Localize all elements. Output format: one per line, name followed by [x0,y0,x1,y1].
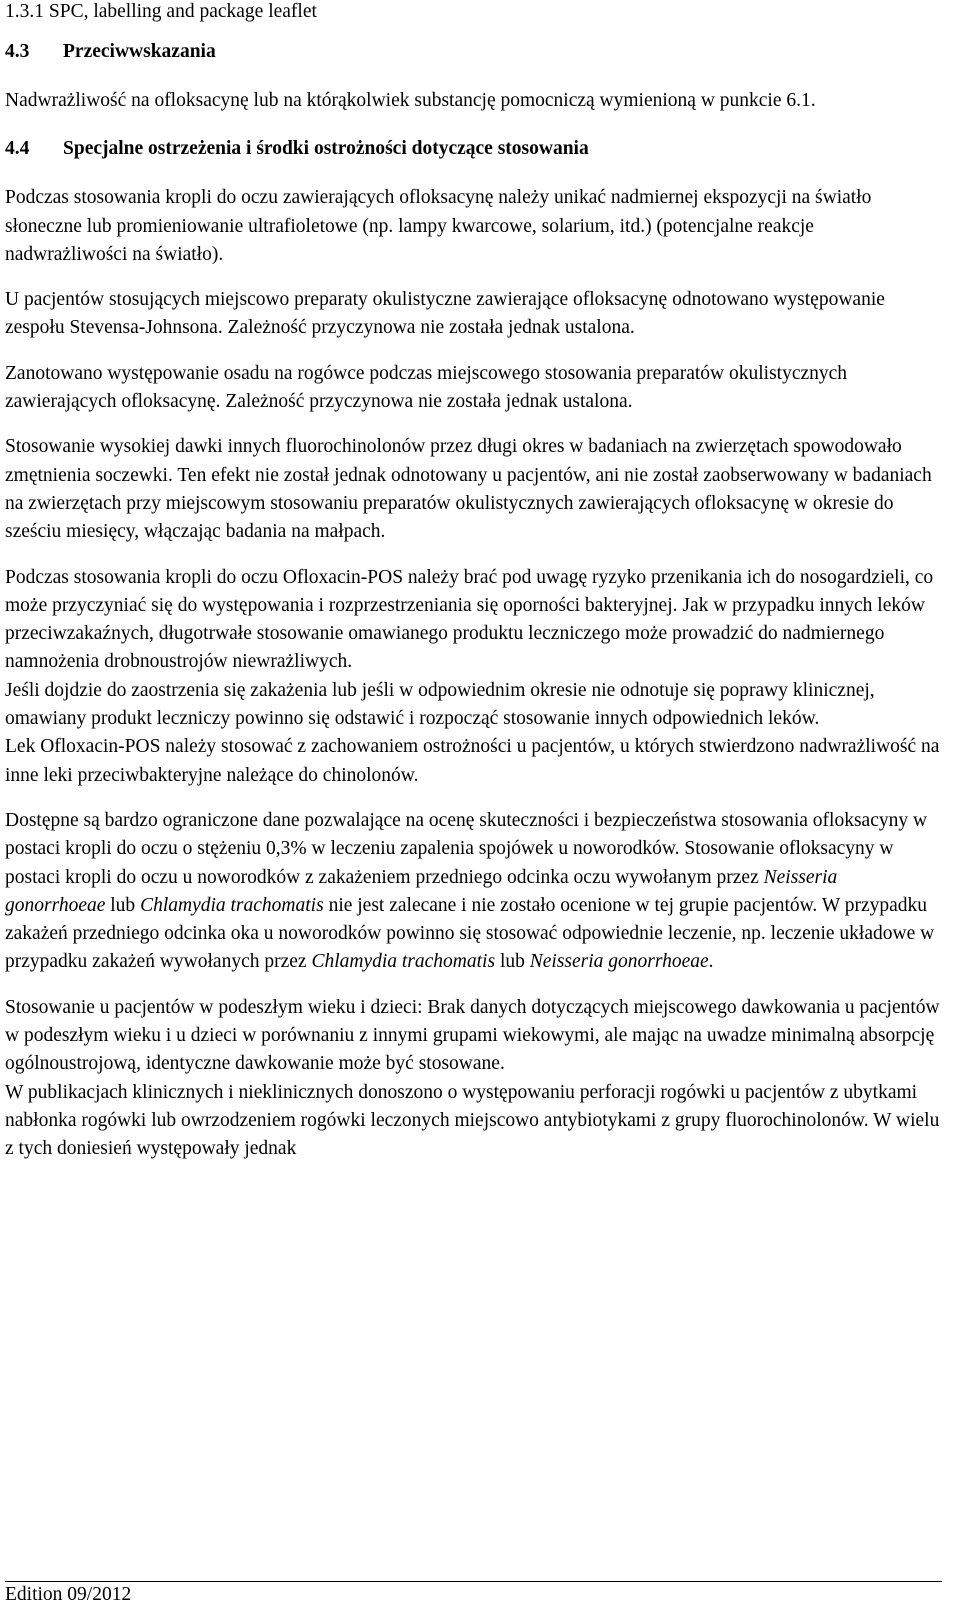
organism-name: Neisseria gonorrhoeae [5,866,838,916]
paragraph-corneal-perforation: W publikacjach klinicznych i nieklinicznych donoszono o występowaniu perforacji rogówki u pacjentów z ubytkami nabłonka rogówki lub owrzodzeniem rogówki leczonych miejscowo antybiotykami z grupy fluorochinolonów. W wielu z tych doniesień występowały jednak [5,1081,940,1160]
organism-name: Neisseria gonorrhoeae [529,951,709,973]
section-4-4-heading [5,135,940,163]
paragraph-elderly-children: Stosowanie u pacjentów w podeszłym wieku i dzieci: Brak danych dotyczących miejscowego dawkowania u pacjentów w podeszłym wieku i u dzieci w porównaniu z innymi grupami wiekowymi, ale mając na uwadze minimalną absorpcję ogólnoustrojową, identyczne dawkowanie może być stosowane. [5,996,940,1075]
section-4-4-number: 4.4 [5,138,30,160]
paragraph-resistance-risk: Podczas stosowania kropli do oczu Ofloxacin-POS należy brać pod uwagę ryzyko przenikania ich do nosogardzieli, co może przyczyniać się do występowania i rozprzestrzeniania się oporności bakteryjnej. Jak w przypadku innych leków przeciwzakaźnych, długotrwałe stosowanie omawianego produktu leczniczego może prowadzić do nadmiernego namnożenia drobnoustrojów niewrażliwych. [5,566,934,673]
organism-name: Chlamydia trachomatis [311,951,496,973]
organism-name: Chlamydia trachomatis [140,894,324,916]
paragraph-contraindications: Nadwrażliwość na ofloksacynę lub na którąkolwiek substancję pomocniczą wymienioną w punkcie 6.1. [5,90,816,111]
paragraph-quinolone-caution: Lek Ofloxacin-POS należy stosować z zachowaniem ostrożności u pacjentów, u których stwierdzono nadwrażliwość na inne leki przeciwbakteryjne należące do chinolonów. [5,736,940,786]
document-page [5,0,940,1164]
paragraph-lens-opacity: Stosowanie wysokiej dawki innych fluorochinolonów przez długi okres w badaniach na zwierzętach spowodowało zmętnienia soczewki. Ten efekt nie został jednak odnotowany u pacjentów, ani nie został zaobserwowany w badaniach na zwierzętach przy miejscowym stosowaniu preparatów okulistycznych zawierających ofloksacynę w okresie do sześciu miesięcy, włączając badania na małpach. [5,436,932,543]
section-4-3-title: Przeciwwskazania [63,41,216,62]
paragraph-neonates: Dostępne są bardzo ograniczone dane pozwalające na ocenę skuteczności i bezpieczeństwa stosowania ofloksacyny w postaci kropli do oczu o stężeniu 0,3% w leczeniu zapalenia spojówek u noworodków. Stosowanie ofloksacyny w postaci kropli do oczu u noworodków z zakażeniem przedniego odcinka oczu wywołanym przez Neisseria gonorrhoeae lub Chlamydia trachomatis nie jest zalecane i nie zostało ocenione w tej grupie pacjentów. W przypadku zakażeń przedniego odcinka oka u noworodków powinno się stosować odpowiednie leczenie, np. leczenie układowe w przypadku zakażeń wywołanych przez Chlamydia trachomatis lub Neisseria gonorrhoeae. [5,809,935,973]
section-4-3-number: 4.3 [5,41,30,62]
paragraph-discontinue: Jeśli dojdzie do zaostrzenia się zakażenia lub jeśli w odpowiednim okresie nie odnotuje się poprawy klinicznej, omawiany produkt leczniczy powinno się odstawić i rozpocząć stosowanie innych odpowiednich leków. [5,679,875,730]
section-4-4-title: Specjalne ostrzeżenia i środki ostrożności dotyczące stosowania [63,138,589,160]
footer-edition: Edition 09/2012 [5,1584,132,1605]
section-4-3-heading [5,38,940,66]
footer-divider [5,1581,942,1582]
section-reference-header: 1.3.1 SPC, labelling and package leaflet [5,1,317,22]
paragraph-corneal-deposit: Zanotowano występowanie osadu na rogówce podczas miejscowego stosowania preparatów okulistycznych zawierających ofloksacynę. Zależność przyczynowa nie została jednak ustalona. [5,362,848,413]
paragraph-light-exposure: Podczas stosowania kropli do oczu zawierających ofloksacynę należy unikać nadmiernej ekspozycji na światło słoneczne lub promieniowanie ultrafioletowe (np. lampy kwarcowe, solarium, itd.) (potencjalne reakcje nadwrażliwości na światło). [5,187,872,265]
paragraph-stevens-johnson: U pacjentów stosujących miejscowo preparaty okulistyczne zawierające ofloksacynę odnotowano występowanie zespołu Stevensa-Johnsona. Zależność przyczynowa nie została jednak ustalona. [5,289,885,339]
